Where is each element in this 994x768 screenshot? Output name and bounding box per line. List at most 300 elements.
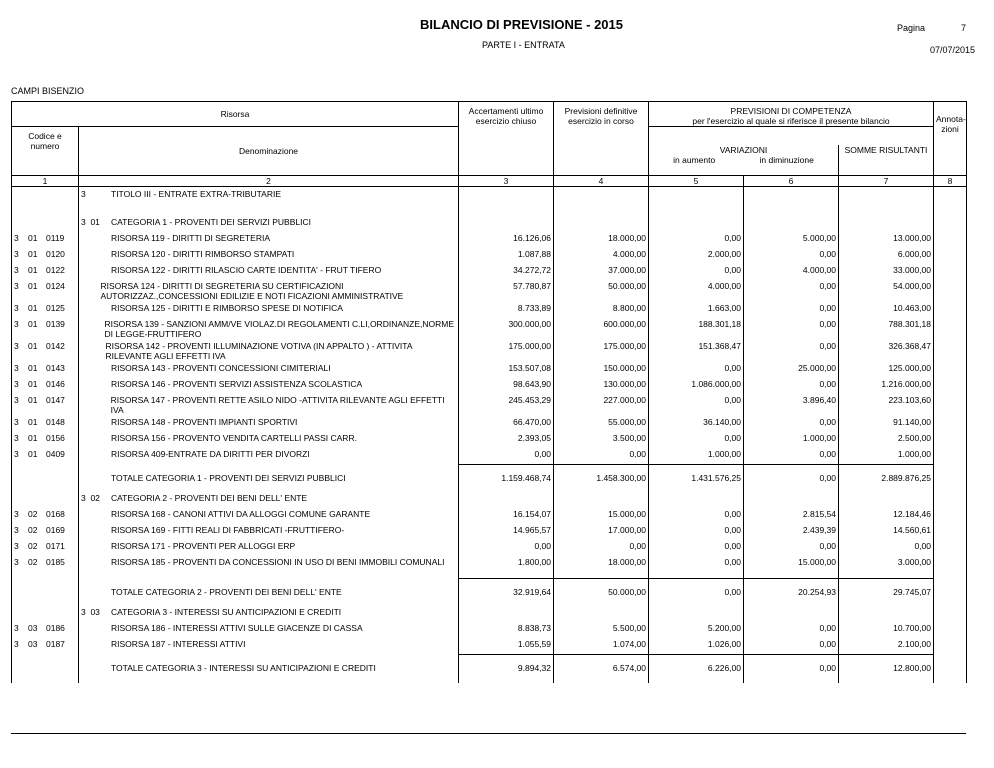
cell-denominazione — [79, 341, 459, 363]
cell-value: 14.560,61 — [839, 525, 934, 541]
code-categoria: 01 — [28, 394, 38, 405]
cell-codice — [12, 217, 79, 233]
cell-value: 8.800,00 — [554, 303, 649, 319]
header-accertamenti: Accertamenti ultimo esercizio chiuso — [459, 102, 554, 176]
code-risorsa: 0143 — [46, 362, 65, 373]
cell-annotazioni — [934, 249, 967, 265]
code-titolo: 3 — [14, 232, 19, 243]
code-categoria: 01 — [28, 340, 38, 351]
cell-value: 98.643,90 — [459, 379, 554, 395]
code-categoria: 02 — [28, 540, 38, 551]
cell-value: 0,00 — [744, 341, 839, 363]
cell-value: 8.733,89 — [459, 303, 554, 319]
cell-codice — [12, 525, 79, 541]
cell-value: 0,00 — [459, 541, 554, 557]
cell-annotazioni — [934, 379, 967, 395]
code-risorsa: 0142 — [46, 340, 65, 351]
cell-value: 0,00 — [744, 281, 839, 303]
denominazione-text: RISORSA 156 - PROVENTO VENDITA CARTELLI PASSI CARR. — [111, 432, 357, 443]
cell-value: 0,00 — [744, 465, 839, 493]
cell-value: 2.815,54 — [744, 509, 839, 525]
table-row — [12, 541, 967, 557]
cell-codice — [12, 493, 79, 509]
code-risorsa: 0171 — [46, 540, 65, 551]
cell-value — [459, 607, 554, 623]
header-spacer — [649, 127, 934, 145]
code-titolo: 3 — [14, 540, 19, 551]
denominazione-text: RISORSA 146 - PROVENTI SERVIZI ASSISTENZA SCOLASTICA — [111, 378, 363, 389]
cell-denominazione — [79, 525, 459, 541]
cell-denominazione — [79, 319, 459, 341]
cell-value: 10.463,00 — [839, 303, 934, 319]
code-risorsa: 0156 — [46, 432, 65, 443]
cell-annotazioni — [934, 341, 967, 363]
cell-value: 5.200,00 — [649, 623, 744, 639]
header-annotazioni: Annota- zioni — [934, 102, 967, 176]
cell-value: 0,00 — [744, 449, 839, 465]
cell-denominazione — [79, 363, 459, 379]
code-categoria: 01 — [28, 416, 38, 427]
code-titolo: 3 — [14, 638, 19, 649]
denominazione-text: TITOLO III - ENTRATE EXTRA-TRIBUTARIE — [111, 189, 282, 199]
cell-value: 0,00 — [649, 557, 744, 579]
cell-value: 0,00 — [649, 579, 744, 607]
cell-denominazione — [79, 557, 459, 579]
cell-value: 151.368,47 — [649, 341, 744, 363]
cell-value: 326.368,47 — [839, 341, 934, 363]
cell-denominazione — [79, 217, 459, 233]
denominazione-text: RISORSA 185 - PROVENTI DA CONCESSIONI IN USO DI BENI IMMOBILI COMUNALI — [111, 556, 445, 567]
cell-value — [649, 493, 744, 509]
cell-value: 0,00 — [649, 525, 744, 541]
cell-value: 1.159.468,74 — [459, 465, 554, 493]
cell-value: 1.000,00 — [744, 433, 839, 449]
cell-value: 0,00 — [649, 541, 744, 557]
cell-codice — [12, 433, 79, 449]
table-row — [12, 233, 967, 249]
cell-annotazioni — [934, 465, 967, 493]
cell-annotazioni — [934, 509, 967, 525]
code-titolo: 3 — [14, 302, 19, 313]
cell-annotazioni — [934, 281, 967, 303]
denominazione-text: RISORSA 186 - INTERESSI ATTIVI SULLE GIACENZE DI CASSA — [111, 622, 363, 633]
table-row — [12, 265, 967, 281]
header-previsioni: Previsioni definitive esercizio in corso — [554, 102, 649, 176]
cell-value — [839, 607, 934, 623]
cell-value: 25.000,00 — [744, 363, 839, 379]
table-row — [12, 303, 967, 319]
cell-value: 1.800,00 — [459, 557, 554, 579]
cell-denominazione — [79, 493, 459, 509]
cell-value: 153.507,08 — [459, 363, 554, 379]
cell-annotazioni — [934, 303, 967, 319]
cell-value: 3.896,40 — [744, 395, 839, 417]
code-categoria: 03 — [28, 622, 38, 633]
column-number: 5 — [649, 176, 744, 187]
cell-value: 0,00 — [554, 541, 649, 557]
cell-value: 32.919,64 — [459, 579, 554, 607]
code-categoria: 01 — [28, 318, 38, 329]
cell-annotazioni — [934, 417, 967, 433]
cell-value: 34.272,72 — [459, 265, 554, 281]
cell-value: 4.000,00 — [744, 265, 839, 281]
header-risorsa: Risorsa — [12, 102, 459, 127]
competenza-title: PREVISIONI DI COMPETENZA — [730, 106, 852, 116]
cell-value — [649, 217, 744, 233]
code-categoria: 01 — [28, 432, 38, 443]
code-titolo: 3 — [14, 394, 19, 405]
cell-annotazioni — [934, 187, 967, 217]
cell-value — [554, 217, 649, 233]
code-titolo: 3 — [14, 556, 19, 567]
cell-value: 50.000,00 — [554, 281, 649, 303]
cell-value: 1.458.300,00 — [554, 465, 649, 493]
competenza-subtitle: per l'esercizio al quale si riferisce il presente bilancio — [692, 116, 890, 126]
cell-annotazioni — [934, 233, 967, 249]
code-risorsa: 0147 — [46, 394, 65, 405]
cell-value: 57.780,87 — [459, 281, 554, 303]
cell-codice — [12, 233, 79, 249]
denominazione-text: RISORSA 139 - SANZIONI AMM/VE VIOLAZ.DI REGOLAMENTI C.LI,ORDINANZE,NORME DI LEGGE-FRUTTIFERO — [104, 318, 455, 339]
code-risorsa: 0409 — [46, 448, 65, 459]
cell-value — [459, 187, 554, 217]
denominazione-text: TOTALE CATEGORIA 1 - PROVENTI DEI SERVIZI PUBBLICI — [111, 472, 346, 483]
cell-value: 2.439,39 — [744, 525, 839, 541]
total-row — [12, 465, 967, 493]
cell-codice — [12, 623, 79, 639]
cell-value: 1.087,88 — [459, 249, 554, 265]
code-titolo: 3 — [14, 524, 19, 535]
cell-value: 0,00 — [649, 363, 744, 379]
cell-codice — [12, 341, 79, 363]
cell-value: 16.126,06 — [459, 233, 554, 249]
code-titolo: 3 — [14, 362, 19, 373]
cell-annotazioni — [934, 639, 967, 655]
denominazione-text: CATEGORIA 1 - PROVENTI DEI SERVIZI PUBBLICI — [111, 216, 311, 227]
code-risorsa: 0186 — [46, 622, 65, 633]
denominazione-text: RISORSA 169 - FITTI REALI DI FABBRICATI -FRUTTIFERO- — [111, 524, 345, 535]
cell-value — [554, 187, 649, 217]
header-competenza — [649, 102, 934, 127]
code-categoria: 01 — [28, 302, 38, 313]
denominazione-text: RISORSA 120 - DIRITTI RIMBORSO STAMPATI — [111, 248, 295, 259]
cell-value: 33.000,00 — [839, 265, 934, 281]
code-titolo: 3 — [14, 508, 19, 519]
code-categoria: 01 — [28, 232, 38, 243]
cell-value: 10.700,00 — [839, 623, 934, 639]
cell-annotazioni — [934, 319, 967, 341]
cell-value: 4.000,00 — [554, 249, 649, 265]
cell-value: 18.000,00 — [554, 557, 649, 579]
cell-denominazione — [79, 607, 459, 623]
cell-value — [744, 493, 839, 509]
cell-value: 15.000,00 — [554, 509, 649, 525]
cell-value: 14.965,57 — [459, 525, 554, 541]
table-row — [12, 363, 967, 379]
cell-value — [649, 607, 744, 623]
cell-value: 5.500,00 — [554, 623, 649, 639]
code-categoria: 01 — [28, 248, 38, 259]
cell-value: 300.000,00 — [459, 319, 554, 341]
cell-denominazione — [79, 417, 459, 433]
table-row — [12, 417, 967, 433]
code-titolo: 3 — [14, 448, 19, 459]
cell-codice — [12, 639, 79, 655]
code-risorsa: 0122 — [46, 264, 65, 275]
page-label: Pagina — [897, 23, 926, 33]
variazioni-label: VARIAZIONI — [719, 144, 768, 155]
code-titolo: 3 — [14, 416, 19, 427]
cell-value: 0,00 — [649, 395, 744, 417]
cell-annotazioni — [934, 433, 967, 449]
cell-value: 9.894,32 — [459, 655, 554, 683]
cell-codice — [12, 557, 79, 579]
document-date: 07/07/2015 — [930, 45, 976, 55]
cell-codice — [12, 607, 79, 623]
denominazione-text: RISORSA 143 - PROVENTI CONCESSIONI CIMITERIALI — [111, 362, 331, 373]
table-row — [12, 249, 967, 265]
column-number: 8 — [934, 176, 967, 187]
cell-value: 4.000,00 — [649, 281, 744, 303]
table-row — [12, 509, 967, 525]
denominazione-text: RISORSA 147 - PROVENTI RETTE ASILO NIDO -ATTIVITA RILEVANTE AGLI EFFETTI IVA — [110, 394, 445, 415]
page-number: 7 — [961, 23, 967, 33]
cell-value: 50.000,00 — [554, 579, 649, 607]
cell-annotazioni — [934, 363, 967, 379]
cell-denominazione — [79, 265, 459, 281]
cell-annotazioni — [934, 557, 967, 579]
denominazione-text: RISORSA 187 - INTERESSI ATTIVI — [111, 638, 246, 649]
cell-value: 175.000,00 — [459, 341, 554, 363]
cell-value: 15.000,00 — [744, 557, 839, 579]
cell-annotazioni — [934, 449, 967, 465]
code-titolo: 3 — [14, 264, 19, 275]
cell-value: 91.140,00 — [839, 417, 934, 433]
cell-value: 1.000,00 — [649, 449, 744, 465]
code-categoria: 02 — [28, 508, 38, 519]
table-row — [12, 281, 967, 303]
cell-value: 66.470,00 — [459, 417, 554, 433]
cell-value: 0,00 — [649, 233, 744, 249]
cell-value: 0,00 — [744, 249, 839, 265]
code-titolo: 3 — [14, 248, 19, 259]
in-diminuzione-label: in diminuzione — [759, 154, 814, 165]
cell-codice — [12, 509, 79, 525]
code-risorsa: 0139 — [46, 318, 65, 329]
cell-value: 0,00 — [744, 417, 839, 433]
cell-value: 0,00 — [649, 265, 744, 281]
cell-value: 245.453,29 — [459, 395, 554, 417]
code-risorsa: 0124 — [46, 280, 65, 291]
cell-value — [744, 607, 839, 623]
cell-value: 3.000,00 — [839, 557, 934, 579]
cell-value: 0,00 — [744, 319, 839, 341]
cell-value: 0,00 — [744, 379, 839, 395]
category-row — [12, 493, 967, 509]
cell-value — [839, 217, 934, 233]
cell-value: 12.800,00 — [839, 655, 934, 683]
cell-codice — [12, 187, 79, 217]
denominazione-text: RISORSA 122 - DIRITTI RILASCIO CARTE IDENTITA' - FRUT TIFERO — [111, 264, 382, 275]
cell-annotazioni — [934, 541, 967, 557]
cell-value: 6.000,00 — [839, 249, 934, 265]
denominazione-text: RISORSA 125 - DIRITTI E RIMBORSO SPESE DI NOTIFICA — [111, 302, 343, 313]
cell-annotazioni — [934, 265, 967, 281]
cell-denominazione — [79, 465, 459, 493]
cell-codice — [12, 395, 79, 417]
cell-value — [839, 493, 934, 509]
cell-value: 8.838,73 — [459, 623, 554, 639]
cell-value: 1.074,00 — [554, 639, 649, 655]
table-row — [12, 639, 967, 655]
in-aumento-label: in aumento — [673, 154, 716, 165]
code-titolo: 3 — [14, 622, 19, 633]
group-code: 3 — [81, 189, 86, 199]
cell-annotazioni — [934, 525, 967, 541]
cell-denominazione — [79, 541, 459, 557]
cell-value: 1.663,00 — [649, 303, 744, 319]
cell-value: 130.000,00 — [554, 379, 649, 395]
cell-value: 125.000,00 — [839, 363, 934, 379]
cell-value — [554, 493, 649, 509]
cell-codice — [12, 265, 79, 281]
table-row — [12, 341, 967, 363]
column-number: 4 — [554, 176, 649, 187]
table-row — [12, 395, 967, 417]
document-title: BILANCIO DI PREVISIONE - 2015 — [420, 17, 623, 32]
code-risorsa: 0169 — [46, 524, 65, 535]
cell-value: 788.301,18 — [839, 319, 934, 341]
cell-value: 6.574,00 — [554, 655, 649, 683]
cell-value: 0,00 — [649, 433, 744, 449]
cell-codice — [12, 417, 79, 433]
cell-value: 1.216.000,00 — [839, 379, 934, 395]
column-number: 7 — [839, 176, 934, 187]
code-risorsa: 0146 — [46, 378, 65, 389]
table-row — [12, 557, 967, 579]
cell-value: 3.500,00 — [554, 433, 649, 449]
cell-value — [459, 217, 554, 233]
cell-codice — [12, 379, 79, 395]
cell-value: 1.026,00 — [649, 639, 744, 655]
table-row — [12, 379, 967, 395]
cell-value: 36.140,00 — [649, 417, 744, 433]
code-categoria: 02 — [28, 556, 38, 567]
code-titolo: 3 — [14, 432, 19, 443]
cell-codice — [12, 303, 79, 319]
category-row — [12, 607, 967, 623]
cell-value: 18.000,00 — [554, 233, 649, 249]
denominazione-text: CATEGORIA 3 - INTERESSI SU ANTICIPAZIONI E CREDITI — [111, 606, 342, 617]
cell-codice — [12, 319, 79, 341]
cell-denominazione — [79, 187, 459, 217]
cell-codice — [12, 449, 79, 465]
cell-value: 5.000,00 — [744, 233, 839, 249]
category-row — [12, 187, 967, 217]
cell-value: 2.000,00 — [649, 249, 744, 265]
table-row — [12, 525, 967, 541]
code-categoria: 01 — [28, 378, 38, 389]
code-risorsa: 0187 — [46, 638, 65, 649]
cell-annotazioni — [934, 655, 967, 683]
group-code: 3 01 — [81, 216, 100, 227]
cell-codice — [12, 541, 79, 557]
cell-value: 2.393,05 — [459, 433, 554, 449]
cell-denominazione — [79, 509, 459, 525]
cell-value: 1.431.576,25 — [649, 465, 744, 493]
cell-value — [744, 217, 839, 233]
cell-value: 13.000,00 — [839, 233, 934, 249]
denominazione-text: RISORSA 171 - PROVENTI PER ALLOGGI ERP — [111, 540, 296, 551]
cell-denominazione — [79, 281, 459, 303]
table-row — [12, 319, 967, 341]
cell-value — [554, 607, 649, 623]
header-codice: Codice e numero — [12, 127, 79, 176]
group-code: 3 02 — [81, 492, 100, 503]
denominazione-text: RISORSA 168 - CANONI ATTIVI DA ALLOGGI COMUNE GARANTE — [111, 508, 371, 519]
denominazione-text: RISORSA 409-ENTRATE DA DIRITTI PER DIVORZI — [111, 448, 310, 459]
cell-value: 0,00 — [744, 623, 839, 639]
column-number: 2 — [79, 176, 459, 187]
code-titolo: 3 — [14, 378, 19, 389]
denominazione-text: RISORSA 148 - PROVENTI IMPIANTI SPORTIVI — [111, 416, 298, 427]
cell-value — [459, 493, 554, 509]
code-categoria: 01 — [28, 280, 38, 291]
cell-value: 2.889.876,25 — [839, 465, 934, 493]
code-categoria: 01 — [28, 448, 38, 459]
cell-codice — [12, 465, 79, 493]
cell-value: 2.500,00 — [839, 433, 934, 449]
cell-value: 6.226,00 — [649, 655, 744, 683]
cell-value: 150.000,00 — [554, 363, 649, 379]
cell-value: 223.103,60 — [839, 395, 934, 417]
cell-annotazioni — [934, 579, 967, 607]
cell-value: 0,00 — [459, 449, 554, 465]
document-subtitle: PARTE I - ENTRATA — [482, 40, 565, 50]
total-row — [12, 579, 967, 607]
cell-value: 17.000,00 — [554, 525, 649, 541]
budget-table — [11, 101, 967, 683]
cell-value: 2.100,00 — [839, 639, 934, 655]
code-categoria: 02 — [28, 524, 38, 535]
cell-value: 0,00 — [744, 639, 839, 655]
column-number: 3 — [459, 176, 554, 187]
code-titolo: 3 — [14, 318, 19, 329]
table-bottom-border — [11, 733, 966, 734]
code-risorsa: 0185 — [46, 556, 65, 567]
code-risorsa: 0148 — [46, 416, 65, 427]
cell-denominazione — [79, 579, 459, 607]
denominazione-text: TOTALE CATEGORIA 3 - INTERESSI SU ANTICIPAZIONI E CREDITI — [111, 662, 376, 673]
cell-value: 20.254,93 — [744, 579, 839, 607]
cell-value: 1.086.000,00 — [649, 379, 744, 395]
cell-value: 175.000,00 — [554, 341, 649, 363]
cell-denominazione — [79, 303, 459, 319]
code-categoria: 03 — [28, 638, 38, 649]
cell-value: 55.000,00 — [554, 417, 649, 433]
denominazione-text: CATEGORIA 2 - PROVENTI DEI BENI DELL' ENTE — [111, 492, 308, 503]
cell-denominazione — [79, 379, 459, 395]
code-risorsa: 0120 — [46, 248, 65, 259]
cell-value — [649, 187, 744, 217]
code-titolo: 3 — [14, 280, 19, 291]
cell-value: 12.184,46 — [839, 509, 934, 525]
cell-annotazioni — [934, 493, 967, 509]
table-row — [12, 623, 967, 639]
total-row — [12, 655, 967, 683]
cell-value: 0,00 — [744, 303, 839, 319]
cell-value: 0,00 — [839, 541, 934, 557]
